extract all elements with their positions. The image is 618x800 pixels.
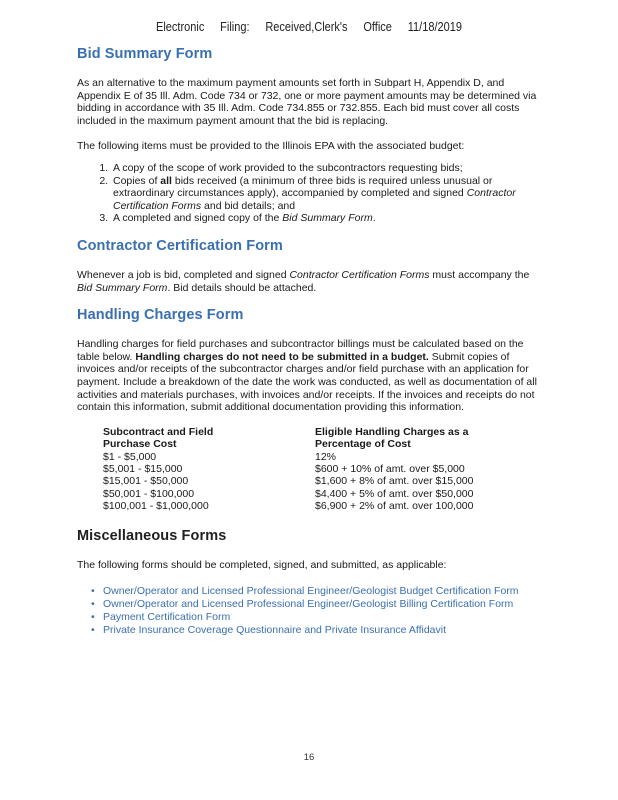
- bid-summary-heading: Bid Summary Form: [77, 46, 213, 62]
- table-row: [103, 451, 473, 463]
- handling-charges-paragraph: Handling charges for field purchases and subcontractor billings must be calculated based on the table below. Handling charges do not need to be submitted in a budget. Submit copies of invoices and/or receipts of the subcontractor charges and/or field purchase with an application for payment. Include a breakdown of the date the work was conducted, as well as documentation of all activities and materials purchases, with invoices and/or receipts. If the invoices and receipts do not contain this information, submit additional documentation providing this information.: [77, 338, 537, 414]
- stamp-filing: Filing:: [220, 20, 250, 34]
- handling-charge-cell: $600 + 10% of amt. over $5,000: [315, 462, 465, 475]
- form-link[interactable]: [91, 585, 537, 598]
- form-link[interactable]: [91, 624, 537, 637]
- miscellaneous-forms-list: [77, 585, 537, 636]
- document-body: [77, 46, 537, 636]
- handling-charges-heading: Handling Charges Form: [77, 307, 244, 324]
- bullet-icon: •: [91, 623, 95, 636]
- list-item: 1. A copy of the scope of work provided to the subcontractors requesting bids;: [111, 162, 537, 175]
- list-item: 3. A completed and signed copy of the Bid Summary Form.: [111, 212, 537, 225]
- handling-charges-table: [103, 426, 473, 513]
- contractor-certification-paragraph: Whenever a job is bid, completed and signed Contractor Certification Forms must accompany the Bid Summary Form. Bid details should be attached.: [77, 268, 530, 294]
- table-row: [103, 475, 473, 487]
- table-header-charges: Eligible Handling Charges as a Percentage of Cost: [315, 425, 469, 451]
- bullet-icon: •: [91, 597, 95, 610]
- cost-range-cell: $15,001 - $50,000: [103, 475, 189, 488]
- handling-charge-cell: $1,600 + 8% of amt. over $15,000: [315, 475, 474, 488]
- cost-range-cell: $5,001 - $15,000: [103, 462, 183, 475]
- bid-summary-paragraph: As an alternative to the maximum payment amounts set forth in Subpart H, Appendix D, and Appendix E of 35 Ill. Adm. Code 734 or 732, one or more payment amounts may be determined via bidding in accordance with 35 Ill. Adm. Code 734.855 or 732.855. Each bid must cover all costs included in the maximum payment amount that the bid is replacing.: [77, 77, 537, 127]
- table-header-cost: Subcontract and Field Purchase Cost: [103, 425, 214, 451]
- form-link[interactable]: [91, 598, 537, 611]
- form-link-label: Private Insurance Coverage Questionnaire and Private Insurance Affidavit: [103, 623, 447, 636]
- stamp-electronic: Electronic: [156, 20, 205, 34]
- miscellaneous-forms-heading: Miscellaneous Forms: [77, 527, 227, 544]
- handling-charge-cell: $4,400 + 5% of amt. over $50,000: [315, 487, 474, 500]
- stamp-date: 11/18/2019: [407, 20, 462, 34]
- form-link-label: Payment Certification Form: [103, 610, 231, 623]
- bullet-icon: •: [91, 585, 95, 598]
- table-row: [103, 500, 473, 512]
- handling-charge-cell: $6,900 + 2% of amt. over 100,000: [315, 500, 474, 513]
- page-number: 16: [303, 752, 315, 763]
- handling-charge-cell: 12%: [315, 450, 337, 463]
- cost-range-cell: $50,001 - $100,000: [103, 487, 195, 500]
- table-row: [103, 488, 473, 500]
- form-link-label: Owner/Operator and Licensed Professional Engineer/Geologist Billing Certification Form: [103, 597, 514, 610]
- form-link[interactable]: [91, 611, 537, 624]
- contractor-certification-heading: Contractor Certification Form: [77, 237, 283, 254]
- bid-summary-items-intro: The following items must be provided to the Illinois EPA with the associated budget:: [77, 140, 465, 153]
- bid-summary-items-list: [77, 162, 537, 225]
- table-row: [103, 463, 473, 475]
- stamp-received-clerks: Received,Clerk's: [265, 20, 348, 34]
- filing-stamp: [37, 20, 581, 34]
- miscellaneous-forms-paragraph: The following forms should be completed, signed, and submitted, as applicable:: [77, 558, 447, 571]
- bullet-icon: •: [91, 610, 95, 623]
- form-link-label: Owner/Operator and Licensed Professional Engineer/Geologist Budget Certification Form: [103, 585, 519, 598]
- list-item: 2. Copies of all bids received (a minimum of three bids is required unless unusual or extraordinary circumstances apply), accompanied by completed and signed Contractor Certification Forms and bid details; and: [111, 175, 537, 213]
- stamp-office: Office: [363, 20, 392, 34]
- cost-range-cell: $1 - $5,000: [103, 450, 157, 463]
- cost-range-cell: $100,001 - $1,000,000: [103, 500, 209, 513]
